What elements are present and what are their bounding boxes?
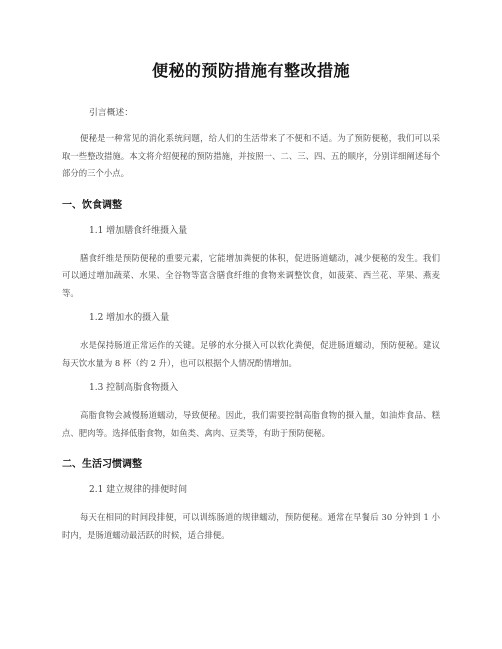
paragraph-fiber: 膳食纤维是预防便秘的重要元素，它能增加粪便的体积，促进肠道蠕动，减少便秘的发生。我们可以通过增加蔬菜、水果、全谷物等富含膳食纤维的食物来调整饮食，如菠菜、西兰花、苹果、燕麦等。 bbox=[62, 252, 440, 298]
subsection-heading-schedule: 2.1 建立规律的排便时间 bbox=[89, 485, 188, 495]
subsection-heading-water: 1.2 增加水的摄入量 bbox=[89, 313, 170, 323]
document-title: 便秘的预防措施有整改措施 bbox=[151, 61, 350, 80]
paragraph-schedule: 每天在相同的时间段排便，可以训练肠道的规律蠕动，预防便秘。通常在早餐后 30 分钟到 1 小时内，是肠道蠕动最活跃的时候，适合排便。 bbox=[62, 512, 440, 540]
paragraph-water: 水是保持肠道正常运作的关键。足够的水分摄入可以软化粪便，促进肠道蠕动，预防便秘。建议每天饮水量为 8 杯（约 2 升），也可以根据个人情况酌情增加。 bbox=[62, 340, 440, 368]
subsection-heading-fiber: 1.1 增加膳食纤维摄入量 bbox=[89, 225, 188, 236]
subsection-heading-fat: 1.3 控制高脂食物摄入 bbox=[89, 383, 179, 393]
section-heading-lifestyle: 二、生活习惯调整 bbox=[62, 459, 142, 470]
section-heading-diet: 一、饮食调整 bbox=[62, 199, 122, 211]
intro-label: 引言概述： bbox=[89, 108, 133, 118]
intro-paragraph: 便秘是一种常见的消化系统问题，给人们的生活带来了不便和不适。为了预防便秘，我们可以采取一些整改措施。本文将介绍便秘的预防措施，并按照一、二、三、四、五的顺序，分别详细阐述每个部分的三个小点。 bbox=[62, 133, 440, 178]
paragraph-fat: 高脂食物会减慢肠道蠕动，导致便秘。因此，我们需要控制高脂食物的摄入量，如油炸食品、糕点、肥肉等。选择低脂食物，如鱼类、禽肉、豆类等，有助于预防便秘。 bbox=[62, 410, 440, 438]
